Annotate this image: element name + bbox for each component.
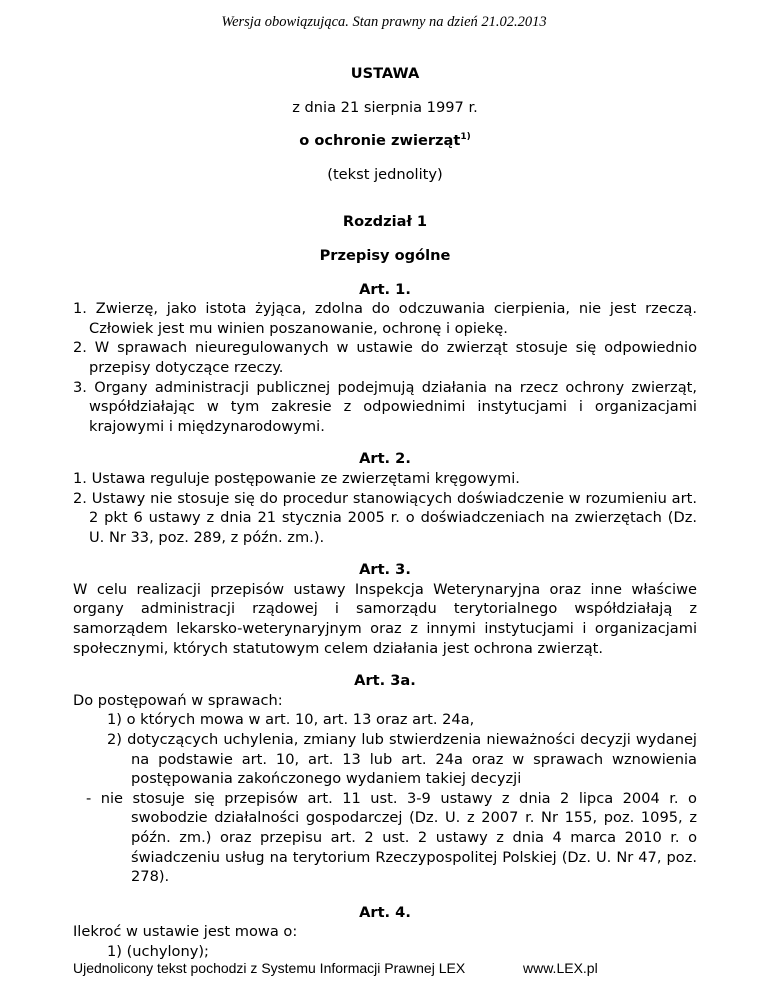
art3a-point-2: 2) dotyczących uchylenia, zmiany lub stwierdzenia nieważności decyzji wydanej na podstawie art. 10, art. 13 lub art. 24a oraz w sprawach wznowienia postępowania zakończonego wydaniem takiej decyzji (107, 731, 697, 788)
art4-points (73, 942, 697, 962)
art2-item-2: 2. Ustawy nie stosuje się do procedur stanowiących doświadczenie w rozumieniu art. 2 pkt 6 ustawy z dnia 21 stycznia 2005 r. o doświadczeniach na zwierzętach (Dz. U. Nr 33, poz. 289, z późn. zm.). (73, 489, 697, 546)
chapter-title: Przepisy ogólne (319, 246, 451, 264)
art3a-point-1: 1) o których mowa w art. 10, art. 13 oraz art. 24a, (107, 711, 475, 729)
act-title (73, 131, 697, 151)
art2-item-1: 1. Ustawa reguluje postępowanie ze zwierzętami kręgowymi. (73, 469, 520, 487)
art1-item-3: 3. Organy administracji publicznej podejmują działania na rzecz ochrony zwierząt, współdziałając w tym zakresie z odpowiednimi instytucjami i organizacjami krajowymi i międzynarodowymi. (73, 378, 697, 435)
art3a-intro: Do postępowań w sprawach: (73, 691, 283, 709)
footer-link[interactable]: www.LEX.pl (523, 960, 598, 976)
act-title-text: o ochronie zwierząt (299, 132, 461, 150)
chapter-label: Rozdział 1 (342, 213, 428, 231)
art3a-heading: Art. 3a. (354, 672, 416, 690)
art4-heading: Art. 4. (359, 903, 411, 921)
art3-text: W celu realizacji przepisów ustawy Inspekcja Weterynaryjna oraz inne właściwe organy administracji rządowej i samorządu terytorialnego współdziałają z samorządem lekarsko-weterynaryjnym oraz z innymi instytucjami i organizacjami społecznymi, których statutowym celem działania jest ochrona zwierząt. (73, 580, 697, 657)
act-type: USTAWA (350, 65, 420, 82)
running-header: Wersja obowiązująca. Stan prawny na dzień 21.02.2013 (221, 14, 547, 30)
art1-item-2: 2. W sprawach nieuregulowanych w ustawie do zwierząt stosuje się odpowiednio przepisy dotyczące rzeczy. (73, 339, 697, 376)
art1-heading: Art. 1. (359, 280, 411, 298)
act-date: z dnia 21 sierpnia 1997 r. (292, 98, 478, 116)
footer-source: Ujednolicony tekst pochodzi z Systemu Informacji Prawnej LEX (73, 960, 466, 976)
art4-intro: Ilekroć w ustawie jest mowa o: (73, 923, 298, 941)
consolidated-note: (tekst jednolity) (327, 165, 443, 183)
footnote-marker[interactable]: 1) (460, 132, 471, 143)
document-body (73, 64, 697, 962)
art2-heading: Art. 2. (359, 450, 411, 468)
art3a-points (73, 710, 697, 788)
art1-list (73, 299, 697, 436)
art3-heading: Art. 3. (359, 561, 411, 579)
art2-list (73, 469, 697, 547)
art3a-dash-clause: - nie stosuje się przepisów art. 11 ust. 3-9 ustawy z dnia 2 lipca 2004 r. o swobodzie działalności gospodarczej (Dz. U. z 2007 r. Nr 155, poz. 1095, z późn. zm.) oraz przepisu art. 2 ust. 2 ustawy z dnia 4 marca 2010 r. o świadczeniu usług na terytorium Rzeczypospolitej Polskiej (Dz. U. Nr 47, poz. 278). (86, 789, 697, 886)
art4-point-1: 1) (uchylony); (107, 942, 209, 960)
art1-item-1: 1. Zwierzę, jako istota żyjąca, zdolna do odczuwania cierpienia, nie jest rzeczą. Człowiek jest mu winien poszanowanie, ochronę i opiekę. (73, 300, 697, 337)
